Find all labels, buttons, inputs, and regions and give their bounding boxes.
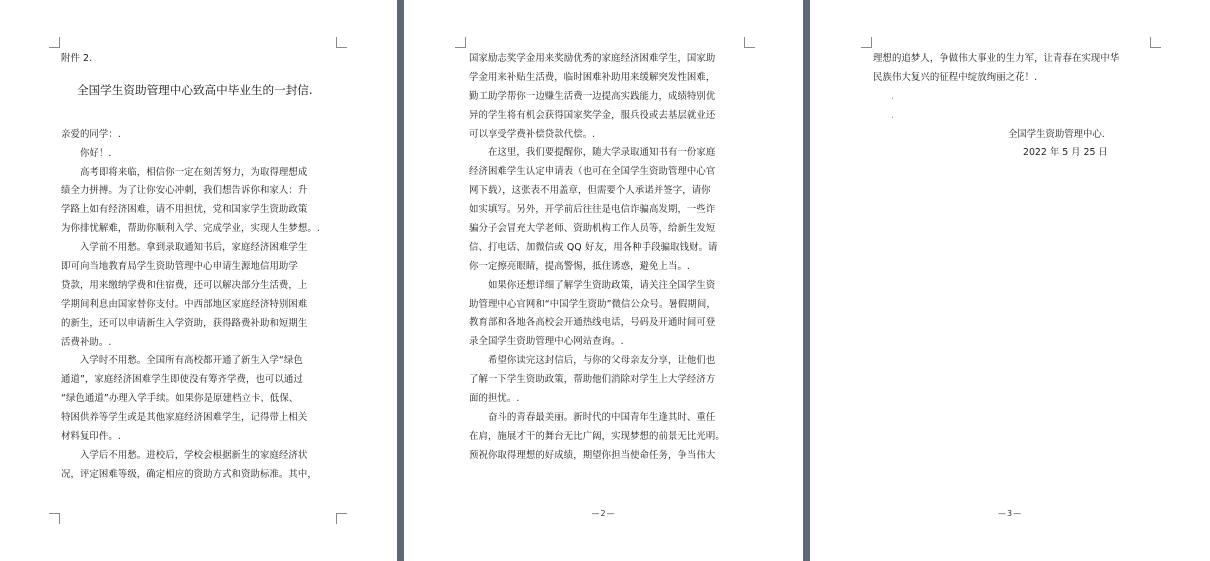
attachment-label: 附件 2. [61,53,93,64]
page-2 [404,0,803,561]
paragraph-line: 活费补助。. [61,336,112,348]
paragraph-line: 学金用来补贴生活费，临时困难补助用来缓解突发性困难， [469,71,716,83]
paragraph-line: 你一定擦亮眼睛，提高警惕，抵住诱惑，避免上当。. [469,260,691,272]
paragraph-line: 为你排忧解难，帮助你顺利入学、完成学业，实现人生梦想。. [61,223,320,235]
paragraph-line: 异的学生将有机会获得国家奖学金，服兵役或去基层就业还 [469,109,716,121]
paragraph-line: 面的担忧。. [469,393,520,405]
crop-mark-top-left [861,37,872,48]
paragraph-line: 国家励志奖学金用来奖励优秀的家庭经济困难学生，国家助 [469,53,716,64]
signature-organization: 全国学生资助管理中心. [1008,128,1105,140]
crop-mark-top-left [455,37,466,48]
page-number: —3— [997,509,1023,518]
page-3 [810,0,1210,561]
empty-paragraph: . [891,90,895,102]
paragraph-line: 学期间利息由国家替你支付。中西部地区家庭经济特别困难 [61,298,308,310]
paragraph-line: 了解一下学生资助政策，帮助他们消除对学生上大学经济方 [469,374,716,386]
greeting: 你好！. [61,147,112,159]
paragraph-line: 预祝你取得理想的好成绩，期望你担当使命任务，争当伟大 [469,449,716,461]
paragraph-line: 理想的追梦人，争做伟大事业的生力军，让青春在实现中华 [873,53,1120,64]
paragraph-line: 录全国学生资助管理中心网站查询。. [469,336,624,348]
page-number: —2— [591,509,616,518]
paragraph-line: 希望你读完这封信后，与你的父母亲友分享，让他们也 [469,355,716,367]
signature-date: 2022 年 5 月 25 日 [1023,147,1108,159]
paragraph-line: 入学时不用愁。全国所有高校都开通了新生入学“绿色 [61,355,303,367]
paragraph-line: 入学前不用愁。拿到录取通知书后，家庭经济困难学生 [61,242,308,254]
paragraph-line: 如果你还想详细了解学生资助政策，请关注全国学生资 [469,279,716,291]
paragraph-line: 助管理中心官网和“中国学生资助”微信公众号。暑假期间， [469,298,716,310]
paragraph-line: 特困供养等学生或是其他家庭经济困难学生，记得带上相关 [61,412,308,424]
crop-mark-top-right [336,37,347,48]
crop-mark-top-left [49,37,60,48]
paragraph-line: 信、打电话、加微信或 QQ 好友，用各种手段骗取钱财。请 [469,241,718,253]
paragraph-line: 经济困难学生认定申请表（也可在全国学生资助管理中心官 [469,166,716,178]
paragraph-line: 民族伟大复兴的征程中绽放绚丽之花！. [873,71,1038,83]
paragraph-line: 通道”，家庭经济困难学生即使没有筹齐学费，也可以通过 [61,374,303,386]
crop-mark-top-right [744,37,755,48]
paragraph-line: “绿色通道”办理入学手续。如果你是原建档立卡、低保、 [61,393,299,405]
paragraph-line: 入学后不用愁。进校后，学校会根据新生的家庭经济状 [61,449,308,461]
empty-paragraph: . [891,109,895,121]
crop-mark-top-right [1150,37,1161,48]
salutation: 亲爱的同学：. [61,128,121,140]
paragraph-line: 贷款，用来缴纳学费和住宿费，还可以解决部分生活费，上 [61,279,308,291]
crop-mark-bottom-right [336,513,347,524]
paragraph-line: 况，评定困难等级，确定相应的资助方式和资助标准。其中， [61,468,317,480]
paragraph-line [61,107,339,126]
paragraph-line: 网下载），这张表不用盖章，但需要个人承诺并签字，请你 [469,185,711,197]
letter-title: 全国学生资助管理中心致高中毕业生的一封信. [77,82,313,97]
paragraph-line: 在这里，我们要提醒你，随大学录取通知书有一份家庭 [469,147,716,159]
paragraph-line: 骗分子会冒充大学老师、资助机构工作人员等，给新生发短 [469,223,716,235]
page-3-text [873,50,1153,163]
paragraph-line: 可以享受学费补偿贷款代偿。. [469,128,596,140]
page-2-text [469,50,748,466]
paragraph-line: 在肩，施展才干的舞台无比广阔，实现梦想的前景无比光明。 [469,430,725,442]
paragraph-line: 的新生，还可以申请新生入学资助，获得路费补助和短期生 [61,317,308,329]
paragraph-line: 教育部和各地各高校会开通热线电话，号码及开通时间可登 [469,317,716,329]
paragraph-line: 学路上如有经济困难，请不用担忧，党和国家学生资助政策 [61,204,308,216]
paragraph-line: 如实填写。另外，开学前后往往是电信诈骗高发期，一些诈 [469,204,716,216]
page-1-text [61,50,339,485]
paragraph-line: 材料复印件。. [61,431,121,443]
paragraph-line: 勤工助学帮你一边赚生活费一边提高实践能力，成绩特别优 [469,90,716,102]
paragraph-line: 奋斗的青春最美丽。新时代的中国青年生逢其时、重任 [469,411,716,423]
paragraph-line: 即可向当地教育局学生资助管理中心申请生源地信用助学 [61,261,298,273]
paragraph-line: 绩全力拼搏。为了让你安心冲刺，我们想告诉你和家人：升 [61,185,308,197]
paragraph-line: 高考即将来临，相信你一定在刻苦努力，为取得理想成 [61,166,308,178]
page-1 [0,0,397,561]
crop-mark-bottom-left [49,513,60,524]
